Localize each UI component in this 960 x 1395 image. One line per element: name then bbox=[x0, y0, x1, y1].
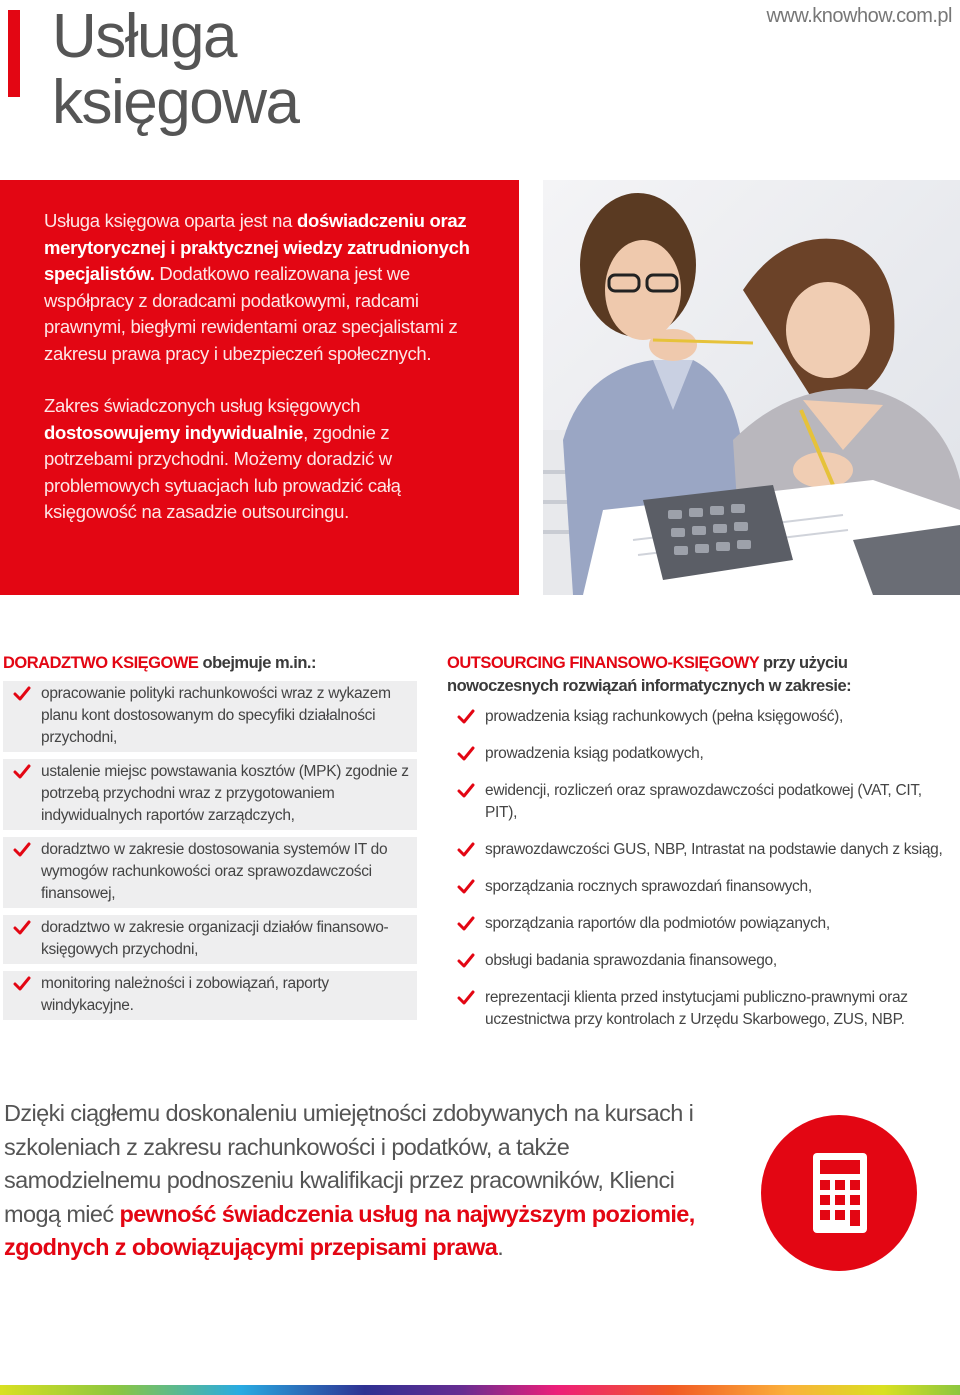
check-icon bbox=[13, 920, 31, 936]
intro-paragraph-1: Usługa księgowa oparta jest na doświadczeniu oraz merytorycznej i praktycznej wiedzy zatrudnionych specjalistów. Dodatkowo realizowana jest we współpracy z doradcami podatkowymi, radcami prawnymi, biegłymi rewidentami oraz specjalistami z zakresu prawa pracy i ubezpieczeń społecznych. bbox=[44, 210, 470, 364]
outsourcing-list bbox=[447, 704, 960, 1034]
list-item: prowadzenia ksiąg podatkowych, bbox=[447, 741, 960, 768]
outsourcing-heading: OUTSOURCING FINANSOWO-KSIĘGOWY przy użyciu nowoczesnych rozwiązań informatycznych w zakresie: bbox=[447, 654, 852, 695]
check-icon bbox=[457, 879, 475, 895]
advisory-section bbox=[3, 652, 417, 1027]
list-item: sporządzania raportów dla podmiotów powiązanych, bbox=[447, 911, 960, 938]
list-item: prowadzenia ksiąg rachunkowych (pełna księgowość), bbox=[447, 704, 960, 731]
check-icon bbox=[13, 764, 31, 780]
check-icon bbox=[457, 709, 475, 725]
check-icon bbox=[13, 686, 31, 702]
advisory-list bbox=[3, 681, 417, 1020]
title-accent-bar bbox=[8, 10, 20, 97]
intro-paragraph-2: Zakres świadczonych usług księgowych dostosowujemy indywidualnie, zgodnie z potrzebami przychodni. Możemy doradzić w problemowych sytuacjach lub prowadzić całą księgowość na zasadzie outsourcingu. bbox=[44, 395, 401, 522]
website-link[interactable]: www.knowhow.com.pl bbox=[766, 5, 952, 27]
check-icon bbox=[457, 783, 475, 799]
check-icon bbox=[457, 746, 475, 762]
list-item: reprezentacji klienta przed instytucjami publiczno-prawnymi oraz uczestnictwa przy kontrolach z Urzędu Skarbowego, ZUS, NBP. bbox=[447, 985, 960, 1034]
list-item: doradztwo w zakresie dostosowania systemów IT do wymogów rachunkowości oraz sprawozdawczości finansowej, bbox=[3, 837, 417, 908]
title-line-2: księgowa bbox=[52, 68, 299, 137]
rainbow-footer-strip bbox=[0, 1385, 960, 1395]
check-icon bbox=[457, 916, 475, 932]
closing-statement: Dzięki ciągłemu doskonaleniu umiejętności zdobywanych na kursach i szkoleniach z zakresu rachunkowości i podatków, a także samodzielnemu podnoszeniu kwalifikacji przez pracowników, Klienci mogą mieć pewność świadczenia usług na najwyższym poziomie, zgodnych z obowiązującymi przepisami prawa. bbox=[4, 1100, 695, 1260]
check-icon bbox=[457, 990, 475, 1006]
list-item: ewidencji, rozliczeń oraz sprawozdawczości podatkowej (VAT, CIT, PIT), bbox=[447, 778, 960, 827]
list-item: doradztwo w zakresie organizacji działów finansowo-księgowych przychodni, bbox=[3, 915, 417, 964]
check-icon bbox=[457, 953, 475, 969]
advisory-heading: DORADZTWO KSIĘGOWE obejmuje m.in.: bbox=[3, 654, 317, 672]
list-item: ustalenie miejsc powstawania kosztów (MPK) zgodnie z potrzebą przychodni wraz z przygotowaniem indywidualnych raportów zarządczych, bbox=[3, 759, 417, 830]
accountants-photo bbox=[543, 180, 960, 595]
list-item: sprawozdawczości GUS, NBP, Intrastat na podstawie danych z ksiąg, bbox=[447, 837, 960, 864]
title-line-1: Usługa bbox=[52, 2, 236, 71]
calculator-icon bbox=[761, 1115, 917, 1271]
list-item: opracowanie polityki rachunkowości wraz z wykazem planu kont dostosowanym do specyfiki działalności przychodni, bbox=[3, 681, 417, 752]
check-icon bbox=[13, 976, 31, 992]
list-item: obsługi badania sprawozdania finansowego, bbox=[447, 948, 960, 975]
check-icon bbox=[457, 842, 475, 858]
list-item: sporządzania rocznych sprawozdań finansowych, bbox=[447, 874, 960, 901]
check-icon bbox=[13, 842, 31, 858]
list-item: monitoring należności i zobowiązań, raporty windykacyjne. bbox=[3, 971, 417, 1020]
page-title bbox=[52, 4, 298, 136]
intro-box bbox=[0, 180, 519, 595]
outsourcing-section bbox=[447, 652, 960, 1044]
